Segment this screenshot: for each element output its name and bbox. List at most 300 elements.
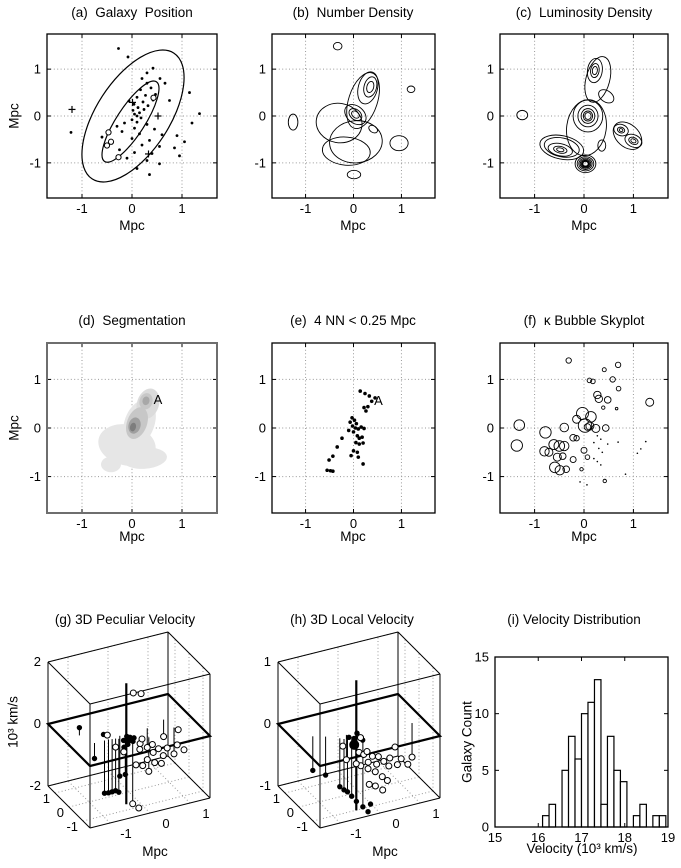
galaxy-point-open — [160, 753, 166, 759]
galaxy-dot — [360, 435, 364, 439]
x-tick-label: -1 — [350, 826, 362, 841]
contour-ring — [362, 75, 379, 98]
cluster-ellipse — [93, 74, 168, 169]
kappa-bubble — [585, 455, 590, 460]
x-tick-label: 1 — [178, 201, 186, 216]
galaxy-dot — [335, 445, 339, 449]
galaxy-dot — [123, 122, 126, 125]
box-edge — [168, 756, 210, 798]
galaxy-dot — [362, 427, 366, 431]
contour-ring — [580, 54, 615, 105]
panel-b-plot — [254, 34, 435, 216]
galaxy-dot — [131, 137, 134, 140]
kappa-bubble-small — [597, 461, 599, 463]
galaxy-dot — [349, 454, 353, 458]
panel-g-zlabel: 10³ km/s — [5, 696, 21, 748]
panel-h-xlabel: Mpc — [372, 844, 398, 859]
y-tick-label: 15 — [474, 649, 489, 665]
galaxy-dot — [131, 118, 134, 121]
galaxy-dot — [137, 106, 140, 109]
galaxy-point-filled — [92, 756, 96, 760]
y-tick-label: 0 — [258, 108, 266, 124]
x-tick-label: 1 — [397, 201, 406, 216]
galaxy-point-open — [158, 760, 164, 766]
z-tick-label: 2 — [33, 654, 41, 669]
galaxy-dot — [101, 136, 104, 139]
contour-ring — [517, 110, 528, 119]
kappa-bubble — [602, 368, 606, 372]
y-tick-label: 1 — [486, 371, 494, 387]
contour-ring — [563, 97, 610, 158]
kappa-bubble — [580, 468, 583, 471]
galaxy-dot — [146, 82, 149, 85]
kappa-bubble-small — [586, 484, 588, 486]
x-tick-label: 0 — [392, 816, 400, 831]
contour-ring — [617, 126, 626, 134]
y-tick-label: 1 — [258, 371, 266, 387]
histogram-bar — [594, 680, 600, 827]
galaxy-dot — [325, 468, 329, 472]
galaxy-dot — [153, 128, 156, 131]
galaxy-dot — [183, 140, 186, 143]
galaxy-dot — [356, 455, 360, 459]
galaxy-point-open — [138, 691, 144, 697]
x-tick-label: 0 — [128, 516, 136, 531]
y-tick-label: 0 — [33, 420, 41, 436]
histogram-bar — [640, 804, 646, 827]
histogram-bar — [549, 804, 555, 827]
galaxy-dot — [198, 112, 201, 115]
galaxy-dot — [352, 430, 356, 434]
galaxy-point-open — [405, 761, 411, 767]
panel-e-title: (e) 4 NN < 0.25 Mpc — [290, 313, 416, 328]
galaxy-point-open — [381, 758, 387, 764]
y-tick-label: 1 — [33, 371, 41, 387]
z-tick-label: 0 — [263, 716, 271, 731]
galaxy-point-filled — [121, 738, 125, 742]
kappa-bubble-small — [617, 441, 619, 443]
y-tick-label: 0 — [33, 108, 41, 124]
galaxy-point-filled — [361, 805, 365, 809]
y-tick-label: 1 — [272, 791, 280, 806]
y-tick-label: 0 — [56, 805, 64, 820]
histogram-bar — [614, 770, 620, 827]
galaxy-dot — [70, 131, 73, 134]
galaxy-point-open — [366, 781, 372, 787]
histogram-bar — [562, 770, 568, 827]
x-tick-label: 16 — [531, 830, 546, 845]
histogram-bar — [633, 816, 639, 827]
box-edge — [278, 662, 320, 704]
contour-ring — [390, 136, 408, 151]
galaxy-point-filled — [368, 802, 372, 806]
box-edge — [398, 756, 440, 798]
galaxy-dot — [147, 104, 150, 107]
x-tick-label: 1 — [629, 516, 638, 531]
galaxy-dot — [191, 122, 194, 125]
grid3d — [148, 761, 190, 803]
galaxy-dot — [136, 167, 139, 170]
histogram-bar — [601, 804, 607, 827]
box-edge — [278, 632, 398, 662]
galaxy-point-open — [392, 744, 398, 750]
galaxy-dot — [133, 127, 136, 130]
z-tick-label: -1 — [259, 778, 271, 793]
x-tick-label: -1 — [528, 201, 541, 216]
grid3d — [313, 791, 433, 821]
galaxy-dot — [140, 116, 143, 119]
galaxy-dot — [331, 469, 335, 473]
galaxy-point-open — [372, 769, 378, 775]
segmentation-region — [101, 457, 121, 473]
galaxy-dot — [161, 133, 164, 136]
galaxy-dot — [363, 392, 367, 396]
panel-c-title: (c) Luminosity Density — [515, 5, 653, 20]
galaxy-dot — [340, 436, 344, 440]
galaxy-dot — [133, 113, 136, 116]
y-tick-label: -1 — [254, 469, 266, 485]
kappa-bubble-small — [645, 441, 647, 443]
galaxy-dot — [148, 173, 151, 176]
galaxy-point-open — [130, 690, 136, 696]
kappa-bubble — [514, 420, 525, 431]
histogram-bar — [659, 816, 665, 827]
contour-ring — [340, 68, 385, 132]
contour-ring — [333, 42, 342, 49]
x-tick-label: -1 — [299, 201, 312, 216]
galaxy-dot — [141, 77, 144, 80]
panel-c-plot — [482, 34, 668, 216]
galaxy-dot — [355, 422, 359, 426]
galaxy-dot — [138, 132, 141, 135]
galaxy-point-open — [364, 749, 370, 755]
galaxy-dot — [139, 88, 142, 91]
panel-d-title: (d) Segmentation — [78, 313, 186, 328]
contour-ring — [592, 66, 598, 75]
galaxy-point-filled — [311, 768, 315, 772]
x-tick-label: 17 — [574, 830, 589, 845]
panel-b-title: (b) Number Density — [292, 5, 414, 20]
x-tick-label: 1 — [432, 806, 440, 821]
kappa-bubble-small — [600, 438, 602, 440]
kappa-bubble-small — [598, 448, 600, 450]
x-tick-label: 19 — [660, 830, 676, 845]
x-tick-label: 0 — [580, 516, 588, 531]
galaxy-open-circle — [151, 95, 156, 100]
galaxy-dot — [138, 111, 141, 114]
box-edge — [48, 662, 90, 704]
contour-ring — [328, 118, 384, 165]
x-tick-label: 15 — [487, 830, 503, 845]
histogram-bar — [620, 782, 626, 827]
kappa-bubble-small — [625, 473, 627, 475]
panel-g-title: (g) 3D Peculiar Velocity — [54, 612, 196, 627]
box-edge — [48, 632, 168, 662]
galaxy-dot — [364, 409, 368, 413]
galaxy-dot — [178, 154, 181, 157]
galaxy-dot — [148, 139, 151, 142]
galaxy-dot — [142, 101, 145, 104]
y-tick-label: 0 — [486, 420, 494, 436]
galaxy-point-filled — [118, 774, 122, 778]
contour-ring — [623, 132, 644, 151]
x-tick-label: -1 — [76, 516, 88, 531]
galaxy-point-filled — [77, 725, 81, 729]
galaxy-point-open — [380, 787, 386, 793]
contour-ring — [407, 86, 415, 93]
galaxy-point-filled — [355, 731, 359, 735]
galaxy-point-open — [133, 762, 139, 768]
galaxy-point-open — [137, 746, 143, 752]
galaxy-dot — [121, 130, 124, 133]
galaxy-point-open — [140, 763, 146, 769]
galaxy-dot — [356, 450, 360, 454]
galaxy-dot — [347, 429, 351, 433]
galaxy-point-open — [149, 742, 155, 748]
galaxy-point-filled — [132, 736, 136, 740]
panel-i-ylabel: Galaxy Count — [459, 701, 475, 783]
galaxy-point-open — [369, 753, 375, 759]
kappa-bubble — [616, 386, 621, 391]
galaxy-point-open — [386, 763, 392, 769]
x-tick-label: 0 — [349, 516, 358, 531]
galaxy-dot — [353, 418, 357, 422]
galaxy-point-open — [340, 743, 346, 749]
galaxy-point-open — [152, 760, 158, 766]
panel-e-xlabel: Mpc — [340, 529, 366, 544]
contour-ring — [553, 145, 568, 154]
contour-ring — [575, 155, 596, 173]
galaxy-point-open — [174, 742, 180, 748]
x-tick-label: -1 — [528, 516, 541, 531]
galaxy-point-open — [398, 756, 404, 762]
galaxy-dot — [118, 148, 121, 151]
galaxy-dot — [132, 109, 135, 112]
galaxy-dot — [158, 162, 161, 165]
galaxy-point-open — [353, 761, 359, 767]
panel-a-title: (a) Galaxy Position — [71, 5, 193, 20]
kappa-bubble — [604, 397, 611, 404]
galaxy-point-open — [175, 727, 181, 733]
panel-d-plot — [29, 343, 217, 531]
kappa-bubble-small — [600, 464, 602, 466]
galaxy-point-open — [358, 735, 364, 741]
contour-ring — [288, 114, 298, 130]
galaxy-dot — [136, 96, 139, 99]
contour-ring — [354, 70, 381, 107]
y-tick-label: 0 — [481, 819, 489, 835]
galaxy-dot — [159, 77, 162, 80]
galaxy-dot — [158, 145, 161, 148]
kappa-bubble — [540, 427, 551, 438]
galaxy-dot — [146, 159, 149, 162]
panel-f-title: (f) κ Bubble Skyplot — [523, 313, 645, 328]
histogram-bar — [569, 736, 575, 827]
galaxy-point-open — [409, 754, 415, 760]
galaxy-dot — [173, 146, 176, 149]
galaxy-dot — [362, 406, 366, 410]
galaxy-dot — [127, 56, 130, 59]
grid3d — [299, 777, 419, 807]
galaxy-point-open — [136, 805, 142, 811]
panel-h-title: (h) 3D Local Velocity — [290, 612, 414, 627]
galaxy-dot — [164, 82, 167, 85]
galaxy-point-filled — [123, 772, 127, 776]
galaxy-point-filled — [125, 734, 129, 738]
galaxy-dot — [354, 441, 358, 445]
galaxy-dot — [348, 420, 352, 424]
panel-e-plot — [254, 343, 435, 531]
galaxy-point-open — [343, 757, 349, 763]
galaxy-point-open — [374, 761, 380, 767]
y-tick-label: -1 — [29, 155, 41, 171]
galaxy-point-open — [121, 749, 127, 755]
galaxy-dot — [358, 389, 362, 393]
galaxy-dot — [116, 125, 119, 128]
x-tick-label: 0 — [580, 201, 588, 216]
y-tick-label: 1 — [42, 791, 50, 806]
histogram-bar — [588, 702, 594, 827]
galaxy-point-open — [144, 757, 150, 763]
galaxy-point-open — [161, 734, 167, 740]
galaxy-dot — [136, 121, 139, 124]
x-tick-label: 1 — [629, 201, 638, 216]
x-tick-label: 1 — [397, 516, 406, 531]
z-tick-label: -2 — [29, 778, 41, 793]
galaxy-dot — [141, 144, 144, 147]
kappa-bubble — [602, 406, 605, 409]
galaxy-point-open — [156, 746, 162, 752]
galaxy-dot — [168, 99, 171, 102]
galaxy-dot — [370, 399, 374, 403]
galaxy-open-circle — [116, 155, 121, 160]
galaxy-point-filled — [347, 735, 351, 739]
panel-c-xlabel: Mpc — [571, 218, 597, 233]
panel-d-ylabel: Mpc — [6, 415, 22, 441]
galaxy-point-open — [113, 744, 119, 750]
x-tick-label: 18 — [617, 830, 632, 845]
contour-ring — [608, 116, 647, 155]
y-tick-label: 1 — [486, 61, 494, 77]
galaxy-point-filled — [366, 810, 370, 814]
box-edge — [90, 798, 210, 828]
y-tick-label: -1 — [296, 819, 308, 834]
contour-ring — [630, 138, 636, 144]
x-tick-label: -1 — [120, 826, 132, 841]
galaxy-dot — [146, 71, 149, 74]
galaxy-point-filled — [354, 799, 358, 803]
kappa-bubble — [570, 457, 576, 463]
y-tick-label: -1 — [29, 469, 41, 485]
histogram-bar — [653, 816, 659, 827]
kappa-bubble — [615, 362, 620, 367]
panel-d-xlabel: Mpc — [119, 529, 145, 544]
galaxy-dot — [368, 394, 372, 398]
galaxy-point-filled — [117, 790, 121, 794]
galaxy-point-open — [150, 749, 156, 755]
box-edge — [320, 798, 440, 828]
galaxy-point-open — [375, 754, 381, 760]
x-tick-label: -1 — [299, 516, 312, 531]
panel-a-plot — [29, 33, 217, 216]
histogram-bar — [575, 759, 581, 827]
galaxy-point-filled — [338, 784, 342, 788]
panel-i-plot — [475, 650, 676, 846]
kappa-bubble-small — [593, 458, 595, 460]
x-tick-label: -1 — [76, 201, 88, 216]
contour-ring — [556, 147, 564, 152]
galaxy-point-open — [146, 768, 152, 774]
panel-a-ylabel: Mpc — [6, 103, 22, 129]
y-tick-label: 1 — [258, 61, 266, 77]
kappa-bubble-small — [579, 481, 581, 483]
histogram-bar — [582, 714, 588, 827]
galaxy-dot — [144, 94, 147, 97]
galaxy-dot — [150, 86, 153, 89]
kappa-bubble-small — [640, 448, 642, 450]
kappa-bubble-small — [597, 435, 599, 437]
y-tick-label: -1 — [254, 155, 266, 171]
galaxy-dot — [357, 442, 361, 446]
galaxy-dot — [133, 151, 136, 154]
panel-f-plot — [482, 343, 668, 531]
y-tick-label: 5 — [481, 762, 489, 778]
galaxy-point-open — [139, 736, 145, 742]
galaxy-dot — [136, 115, 139, 118]
galaxy-point-open — [181, 747, 187, 753]
galaxy-dot — [366, 405, 370, 409]
y-tick-label: -1 — [482, 469, 494, 485]
contour-ring — [596, 87, 616, 106]
kappa-bubble-small — [601, 451, 603, 453]
galaxy-point-open — [387, 755, 393, 761]
y-tick-label: 1 — [33, 61, 41, 77]
galaxy-dot — [176, 134, 179, 137]
galaxy-dot — [327, 458, 331, 462]
x-tick-label: 1 — [178, 516, 186, 531]
panel-a-xlabel: Mpc — [119, 218, 145, 233]
zero-velocity-plane — [48, 694, 210, 766]
panel-i-title: (i) Velocity Distribution — [507, 612, 641, 627]
galaxy-point-open — [384, 778, 390, 784]
y-tick-label: 10 — [474, 706, 489, 722]
kappa-bubble — [646, 398, 654, 406]
x-tick-label: 0 — [349, 201, 358, 216]
galaxy-point-filled — [350, 740, 359, 749]
y-tick-label: -1 — [482, 155, 494, 171]
histogram-bar — [607, 736, 613, 827]
galaxy-open-circle — [106, 130, 111, 135]
y-tick-label: -1 — [66, 819, 78, 834]
panel-i-xlabel: Velocity (10³ km/s) — [526, 841, 638, 856]
galaxy-dot — [152, 67, 155, 70]
kappa-bubble — [559, 453, 566, 460]
panel-h-plot — [259, 632, 440, 841]
galaxy-point-open — [130, 801, 136, 807]
grid3d — [69, 777, 189, 807]
galaxy-point-filled — [345, 790, 349, 794]
z-tick-label: 0 — [33, 716, 41, 731]
x-tick-label: 1 — [202, 806, 210, 821]
kappa-bubble — [615, 407, 618, 410]
galaxy-dot — [143, 108, 146, 111]
galaxy-point-open — [372, 783, 378, 789]
panel-f-xlabel: Mpc — [571, 529, 597, 544]
annotation-label: A — [374, 392, 383, 408]
galaxy-dot — [331, 454, 335, 458]
galaxy-point-open — [394, 762, 400, 768]
galaxy-dot — [352, 449, 356, 453]
